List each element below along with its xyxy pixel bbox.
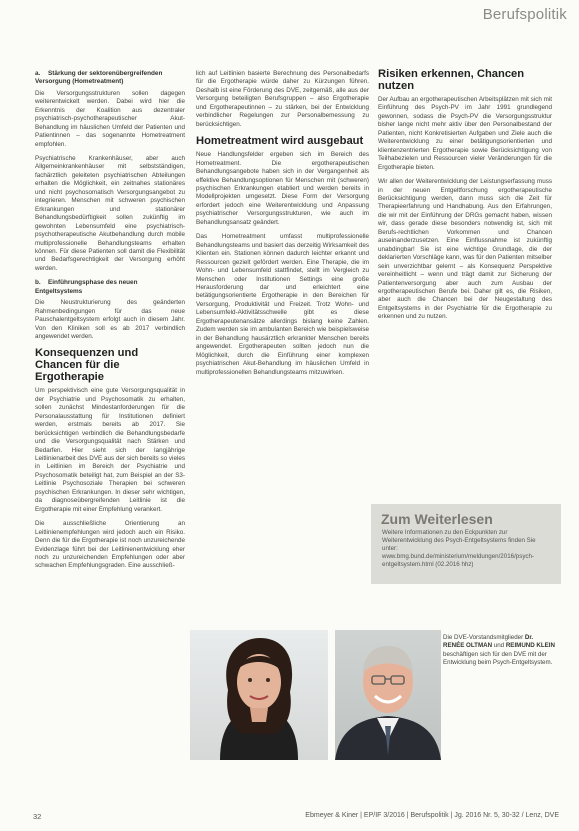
paragraph: Die Versorgungsstrukturen sollen dagegen weiterentwickelt werden. Dabei wird hier die Erkenntnis der Koalition aus dezentraler psychiatrisch-psychotherapeutischer Akut-Behandlung im häuslichen Umfeld der Patienten und Patientinnen – das sogenannte Hometreatment empfohlen. [35,89,185,148]
paragraph: Wir allen der Weiterentwicklung der Leistungserfassung muss in der neuen Entgeltforschung ergotherapeutische Berücksichtigung werden, dann muss sich die Zeit für Therapieerfahrung und Handhabung. Aus den Erfahrungen, die wir mit der Einführung der DRGs gemacht haben, wissen wir, dass gerade diese besonders notwendig ist, sich mit Berufs-rechtlichen Vorkommen und Chancen auseinanderzusetzen. Eine Einflussnahme ist zukünftig unabdingbar! Sie ist eine wichtige Grundlage, die der deklarierten Vorschläge kann, was für den Patienten mitselber sein unverzichtbar gelernt – als Konsequenz Perspektive vereinheitlicht – wenn und trägt damit zur Sicherung der Patientenversorgung aber auch zum Ausbau der ergotherapeutischen Berufe bei. Daher gilt es, die Risiken, aber auch die Chancen bei der Neugestaltung des Entgeltsystems in der Psychiatrie für die Ergotherapie zu erkennen und zu nutzen. [378,178,552,321]
item-heading-b [35,279,185,296]
paragraph: Neue Handlungsfelder ergeben sich im Bereich des Hometreatment. Die ergotherapeutischen Behandlungsangebote haben sich in der Vergangenheit als effektive Behandlungsoptionen für Menschen mit (schweren) psychischen Erkrankungen etabliert und werden bereits in Modellprojekten umgesetzt. Diese Form der Versorgung erfordert jedoch eine Weiterentwicklung und Anpassung psychiatrischer Versorgungsstrukturen, wie auch im Behandlungsansatz geändert. [196,151,369,226]
paragraph: Der Aufbau an ergotherapeutischen Arbeitsplätzen mit sich mit Einführung des Psych-PV im Jahr 1991 grundlegend gewonnen, sodass die Psych-PV die Versorgungsstruktur bisher lange nicht mehr aktiv über den Personalbestand der Patienten, nicht Konkretisierten Aufgaben und Ziele auch die Weiterentwicklung zu einer betätigungsorientierten und klientenzentrierten Ergotherapie sowie Berücksichtigung von Teilhabezielen und Ressourcen vieler Veränderungen für die Ergotherapie bieten. [378,96,552,171]
caption-text: beschäftigen sich für den DVE mit der Entwicklung beim Psych-Entgeltsystem. [443,650,553,667]
portrait-woman-image [190,630,328,760]
caption-name: REIMUND KLEIN [505,642,555,650]
portrait-man-image [335,630,441,760]
item-title: Stärkung der sektorenübergreifenden Versorgung (Hometreatment) [35,70,163,86]
caption-text: und [493,642,505,650]
paragraph: Psychiatrische Krankenhäuser, aber auch Allgemeinkrankenhäuser mit selbstständigen, fachärztlich geleiteten psychiatrischen Abteilungen erhalten die Möglichkeit, ein zeitnahes stationäres und nicht psychosomatisch Versorgungsangebot zu integrieren. Menschen mit schweren psychischen Erkrankungen und stationärer Behandlungsbedürftigkeit sollen zukünftig im gewohnten Lebensumfeld eine psychiatrisch-psychotherapeutische Akutbehandlung durch mobile multiprofessionelle Behandlungsteams erhalten können. Für diese Patienten soll damit die Flexibilität und Bedarfsgerechtigkeit der Versorgung erhöht werden. [35,154,185,272]
paragraph: Die ausschließliche Orientierung an Leitlinienempfehlungen wird jedoch auch ein Risiko. Denn die für die Ergotherapie ist noch unzureichende Evidenzlage führt bei der Leitlinienentwicklung eher noch zu unzureichenden Empfehlungen oder aber schwachen Empfehlungsgraden. Eine ausschließ- [35,520,185,570]
item-title: Einführungsphase des neuen Entgeltsystems [35,279,138,295]
section-heading: Hometreatment wird ausgebaut [196,135,364,148]
author-photo-woman [190,630,328,760]
item-number: a. [35,70,41,77]
caption-name: Dr. RENÉE OLTMAN [443,634,534,650]
column-3 [378,66,552,328]
column-2 [196,70,369,383]
footer-citation: Ebmeyer & Kiner | EP/IF 3/2016 | Berufspolitik | Jg. 2016 Nr. 5, 30-32 / Lenz, DVE [305,812,559,819]
section-heading: Konsequenzen und Chancen für die Ergotherapie [35,347,139,384]
paragraph: lich auf Leitlinien basierte Berechnung des Personalbedarfs für die Ergotherapie würde daher zu Kürzungen führen. Deshalb ist eine Förderung des DVE, zeitgemäß, alle aus der Versorgung beteiligten Berufsgruppen – also Ergotherapie und Ergotherapeutinnen – zu stärken, bei der Entwicklung verbindlicher Regelungen zur Personalbemessung zu berücksichtigen. [196,70,369,128]
photo-caption [443,634,555,668]
caption-text: Die [443,634,453,641]
author-photo-man [335,630,441,760]
item-heading-a [35,70,185,87]
section-label: Berufspolitik [482,6,567,23]
page-number: 32 [33,812,42,821]
further-reading-box [371,504,561,584]
paragraph: Um perspektivisch eine gute Versorgungsqualität in der Psychiatrie und Psychosomatik zu erhalten, sollen zunächst Mindestanforderungen für die Personalausstattung für Institutionen definiert werden, erstmals bereits ab 2017. Sie berücksichtigen verbindlich die Behandlungsbedarfe und die Versorgungsqualität nach Stärken und Bedarfen. Hier sieht sich der langjährige Leitlinienarbeit des DVE aus der sich bereits so vieles in Leitlinien im Bereich der Psychiatrie und Psychosomatik beteiligt hat, zum Beispiel an der S3-Leitlinie Psychosoziale Therapien bei schweren psychischen Erkrankungen. In dieser sehr wichtigen, da diagnoseübergreifenden Leitlinie ist die Ergotherapie mit einer Empfehlung verankert. [35,387,185,513]
section-heading: Risiken erkennen, Chancen nutzen [378,68,525,92]
box-text: Weitere Informationen zu den Eckpunkten zur Weiterentwicklung des Psych-Entgeltsystems finden Sie unter: www.bmg.bund.de/ministerium/meldungen/2016/psych-entgeltsystem.html (02.2016 hhz) [382,529,536,568]
column-1 [35,70,185,577]
paragraph: Das Hometreatment umfasst multiprofessionelle Behandlungsteams und basiert das derzeitig Wirksamkeit des Klienten ein. Stationen können dadurch leichter erkannt und Ressourcen gezielt gefördert werden. Eine Therapie, die im Wohn- und Lebensumfeld stattfindet, stellt im Vergleich zu Menschen oder Institutionen Settings eine große Herausforderung dar und erleichtert eine betätigungsorientierte Ergotherapie in den Bereichen für Versorgung, Produktivität und Freizeit. Trotz Wohn- und Lebensumfeld-Aktivitätsschwelle gibt es diese Ergotherapeutenansätze allerdings bislang keine Zahlen. Zudem werden sie im ambulanten Bereich wie beispielsweise in der Behandlung hausärztlich erkrankter Menschen bereits angewendet. Ergotherapeuten sollten jedoch nun die Möglichkeit, durch die Einführung einer komplexen psychiatrischen Akut-Behandlung im häuslichen Umfeld in multiprofessionellen Behandlungsteams mitzuwirken. [196,233,369,376]
box-title: Zum Weiterlesen [381,511,493,527]
paragraph: Die Neustrukturierung des geänderten Rahmenbedingungen für das neue Pauschalentgeltsystem erfolgt auch in diesem Jahr. Von den Kliniken soll es ab 2017 verbindlich angewendet werden. [35,299,185,340]
item-number: b. [35,279,41,287]
caption-text: DVE-Vorstandsmitglieder [454,634,524,641]
